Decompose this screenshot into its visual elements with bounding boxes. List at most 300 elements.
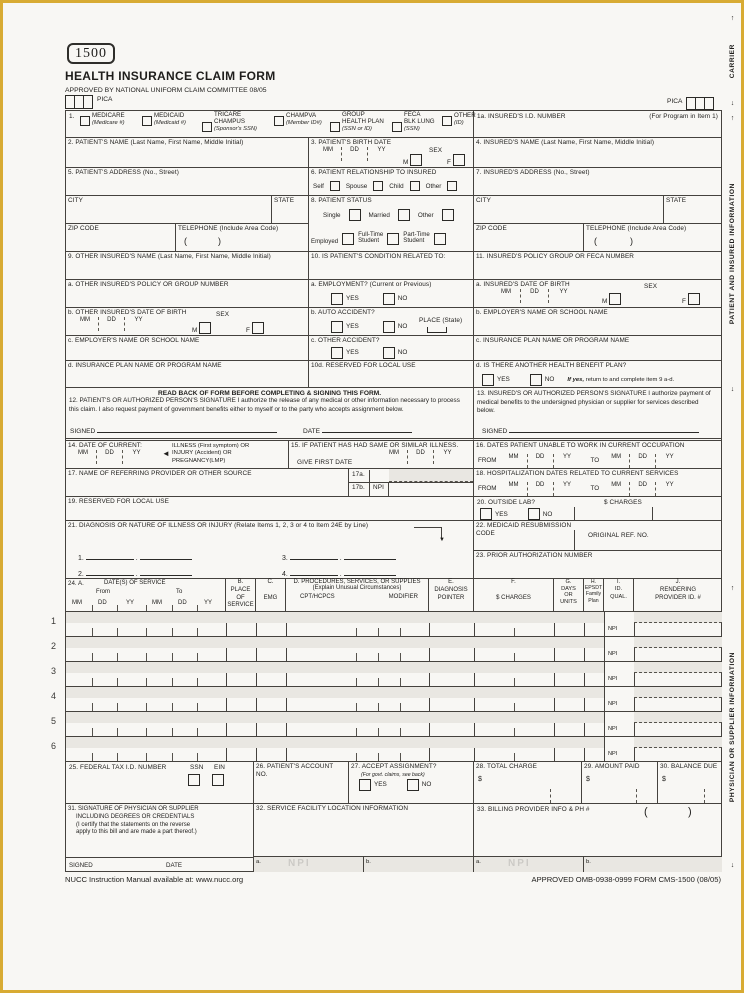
status-single-checkbox[interactable]	[349, 209, 361, 221]
diag3-line2[interactable]	[344, 553, 396, 560]
from-date-strip[interactable]	[501, 482, 581, 496]
box11-policy-group[interactable]	[474, 252, 722, 280]
option-sub: (SSN)	[404, 125, 420, 132]
units-label: UNITS	[560, 599, 577, 606]
tricare-option	[202, 112, 257, 132]
box33a-npi-field[interactable]	[474, 857, 584, 872]
diag3-label: 3.	[282, 555, 288, 562]
diag2-line[interactable]	[86, 569, 134, 576]
accept-assignment-yes-checkbox[interactable]	[359, 779, 371, 791]
b-label: b.	[586, 859, 591, 865]
option-label: MEDICAID	[154, 112, 185, 119]
yes-label: YES	[346, 323, 359, 331]
arrow-down-icon: ↓	[730, 385, 735, 393]
other-accident-no-checkbox[interactable]	[383, 347, 395, 359]
diag2-line2[interactable]	[140, 569, 192, 576]
tick-divider	[514, 703, 515, 711]
box10a-employment	[309, 280, 474, 308]
yy-label: YY	[367, 147, 395, 161]
other-sex-m-group	[192, 322, 211, 334]
carrier-sidebar	[724, 15, 741, 107]
box15-similar-illness	[289, 441, 474, 469]
box16-label: 16. DATES PATIENT UNABLE TO WORK IN CURRENT OCCUPATION	[476, 442, 685, 449]
pica-left-boxes	[65, 95, 112, 109]
insured-signature-line[interactable]	[509, 426, 699, 433]
physician-supplier-sidebar	[724, 585, 741, 869]
tick-divider	[356, 678, 357, 686]
box29-amount-paid[interactable]	[582, 762, 658, 804]
tick-divider	[92, 605, 93, 611]
box10c-other-accident	[309, 336, 474, 361]
id-label: ID.	[614, 586, 623, 593]
paren-open: (	[184, 236, 187, 246]
row-number: 6	[51, 741, 57, 751]
signature-date-line[interactable]	[322, 426, 412, 433]
option-label: FECA	[404, 111, 421, 118]
dd-label: DD	[178, 600, 187, 606]
to-date-strip[interactable]	[603, 482, 683, 496]
box2-label: 2. PATIENT'S NAME (Last Name, First Name, Middle Initial)	[68, 139, 244, 146]
box11b-label: b. EMPLOYER'S NAME OR SCHOOL NAME	[476, 309, 608, 316]
service-row-4[interactable]	[66, 687, 722, 712]
ssn-checkbox[interactable]	[188, 774, 200, 786]
service-row-3[interactable]	[66, 662, 722, 687]
box27-accept-assignment	[349, 762, 474, 804]
box9a-label: a. OTHER INSURED'S POLICY OR GROUP NUMBER	[68, 281, 229, 288]
group-health-plan-checkbox[interactable]	[330, 122, 340, 132]
mm-label: MM	[152, 600, 162, 606]
yy-label: YY	[548, 289, 578, 303]
patient-phone-field[interactable]	[176, 224, 309, 252]
insured-state-field[interactable]	[664, 196, 722, 224]
insured-sex-f-checkbox[interactable]	[688, 293, 700, 305]
box11b-employer[interactable]	[474, 308, 722, 336]
carrier-label: CARRIER	[729, 43, 736, 79]
another-plan-yes-checkbox[interactable]	[482, 374, 494, 386]
yes-label: YES	[497, 376, 510, 384]
sex-m-checkbox[interactable]	[410, 154, 422, 166]
patient-signature-line[interactable]	[97, 426, 277, 433]
box3-birth-date	[309, 138, 474, 168]
supplemental-shade	[66, 712, 604, 723]
tick-divider	[400, 728, 401, 736]
patient-city-field[interactable]	[66, 196, 272, 224]
supplemental-shade	[66, 662, 604, 673]
auto-accident-yes-checkbox[interactable]	[331, 321, 343, 333]
tick-divider	[356, 728, 357, 736]
student-label: Student	[358, 237, 380, 245]
npi-label: NPI	[608, 751, 618, 757]
full-time-student-checkbox[interactable]	[387, 233, 399, 245]
phone-paren-close: )	[688, 806, 692, 818]
box15-label2: GIVE FIRST DATE	[297, 458, 353, 466]
tick-divider	[197, 753, 198, 761]
box9c-employer[interactable]	[66, 336, 309, 361]
other-insured-birth-strip[interactable]	[72, 317, 152, 331]
box32b-other-id-field[interactable]	[364, 857, 473, 872]
tick-divider	[378, 653, 379, 661]
box31-line3: (I certify that the statements on the reverse	[76, 821, 191, 828]
approved-line: APPROVED BY NATIONAL UNIFORM CLAIM COMMITTEE 08/05	[65, 87, 267, 94]
status-other-checkbox[interactable]	[442, 209, 454, 221]
part-time-student-checkbox[interactable]	[434, 233, 446, 245]
mm-label: MM	[611, 482, 622, 488]
charges-label: $ CHARGES	[496, 594, 531, 601]
box23-label: 23. PRIOR AUTHORIZATION NUMBER	[476, 552, 593, 559]
single-label: Single	[323, 211, 341, 219]
tick-divider	[117, 703, 118, 711]
box4-insured-name[interactable]	[474, 138, 722, 168]
cents-divider	[550, 789, 551, 803]
box21-label: 21. DIAGNOSIS OR NATURE OF ILLNESS OR INJURY (Relate Items 1, 2, 3 or 4 to Item 24E by Line)	[68, 522, 369, 529]
tick-divider	[117, 728, 118, 736]
medicare-checkbox[interactable]	[80, 116, 90, 126]
m-label: M	[192, 327, 198, 334]
box33b-other-id-field[interactable]	[584, 857, 722, 872]
tick-divider	[146, 653, 147, 661]
to-date-strip[interactable]	[603, 454, 683, 468]
physician-supplier-label: PHYSICIAN OR SUPPLIER INFORMATION	[729, 651, 736, 803]
diag4-line[interactable]	[290, 569, 338, 576]
diag1-line2[interactable]	[140, 553, 192, 560]
no-label: NO	[397, 323, 408, 331]
other-sex-m-checkbox[interactable]	[199, 322, 211, 334]
col-a-header	[66, 579, 226, 612]
zip-label: ZIP CODE	[476, 225, 507, 232]
tick-divider	[117, 628, 118, 636]
form-1500-logo: 1500	[67, 43, 115, 64]
dollar-sign: $	[478, 776, 482, 783]
box31-physician-signature	[66, 804, 254, 872]
tick-divider	[197, 628, 198, 636]
no-label: NO	[421, 781, 432, 789]
patient-insured-sidebar	[724, 115, 741, 393]
option-label: MEDICARE	[92, 112, 125, 119]
j-label: J.	[675, 579, 681, 585]
medicaid-checkbox[interactable]	[142, 116, 152, 126]
box5-patient-address[interactable]	[66, 168, 309, 196]
service-row-1[interactable]	[66, 612, 722, 637]
col-j-header	[634, 579, 722, 612]
box32a-npi-field[interactable]	[254, 857, 364, 872]
no-label: NO	[397, 349, 408, 357]
patient-state-field[interactable]	[272, 196, 309, 224]
b-label: b.	[366, 859, 371, 865]
patient-zip-field[interactable]	[66, 224, 176, 252]
box11a-label: a. INSURED'S DATE OF BIRTH	[476, 281, 570, 288]
tick-divider	[514, 753, 515, 761]
col-d-header	[286, 579, 429, 612]
col-e-header	[429, 579, 474, 612]
rendering-label: RENDERING	[659, 586, 696, 593]
other-sex-f-group	[246, 322, 264, 334]
box9d-plan-name[interactable]	[66, 361, 309, 388]
box12-text: 12. PATIENT'S OR AUTHORIZED PERSON'S SIGNATURE I authorize the release of any medical or other information necessary to process this claim. I also request payment of government benefits either to myself or to the party who accepts assignment below.	[69, 397, 460, 413]
diag2-label: 2.	[78, 571, 84, 578]
box11c-plan-name[interactable]	[474, 336, 722, 361]
box20-label: 20. OUTSIDE LAB?	[477, 499, 536, 506]
from-label: From	[96, 589, 110, 595]
tick-divider	[92, 728, 93, 736]
readback-line: READ BACK OF FORM BEFORE COMPLETING & SIGNING THIS FORM.	[157, 390, 382, 397]
dd-label: DD	[98, 600, 107, 606]
birth-date-strip[interactable]	[315, 147, 395, 161]
i-label: I.	[616, 579, 621, 585]
box13-text: 13. INSURED'S OR AUTHORIZED PERSON'S SIGNATURE I authorize payment of medical benefits to the undersigned physician or supplier for services described below.	[477, 390, 711, 414]
cpt-label: CPT/HCPCS	[300, 594, 335, 600]
box1a-insured-id[interactable]	[474, 111, 722, 138]
h-label: H.	[590, 579, 597, 585]
other-plan-checkbox[interactable]	[442, 116, 452, 126]
signed-label: SIGNED	[482, 428, 508, 435]
provider-id-shade	[634, 687, 722, 698]
box11-label: 11. INSURED'S POLICY GROUP OR FECA NUMBER	[476, 253, 635, 260]
diag-1: 1. .	[78, 553, 192, 562]
box10d-reserved[interactable]	[309, 361, 474, 388]
box28-label: 28. TOTAL CHARGE	[476, 763, 538, 770]
paren-open: (	[594, 236, 597, 246]
diag4-line2[interactable]	[344, 569, 396, 576]
box27-label: 27. ACCEPT ASSIGNMENT?	[351, 763, 437, 770]
a-label: a.	[476, 859, 481, 865]
box18-hospitalization	[474, 469, 722, 497]
down-arrow-icon: ▼	[439, 537, 445, 543]
col24a-num: 24. A.	[68, 580, 84, 587]
box9a-policy-number[interactable]	[66, 280, 309, 308]
ein-label: EIN	[214, 764, 225, 771]
tick-divider	[400, 753, 401, 761]
plan-label: Plan	[588, 597, 599, 604]
box23-prior-auth[interactable]	[474, 551, 722, 579]
mm-label: MM	[508, 454, 519, 460]
sex-f-checkbox[interactable]	[453, 154, 465, 166]
mm-label: MM	[78, 450, 88, 456]
auto-accident-no-checkbox[interactable]	[383, 321, 395, 333]
full-time-label: Full-Time	[358, 231, 384, 238]
tick-divider	[514, 628, 515, 636]
date-label: DATE	[166, 862, 183, 869]
box29-label: 29. AMOUNT PAID	[584, 763, 640, 770]
current-date-strip[interactable]	[70, 450, 150, 464]
box11d-label: d. IS THERE ANOTHER HEALTH BENEFIT PLAN?	[476, 362, 627, 369]
relationship-options	[313, 181, 457, 191]
sex-label: SEX	[644, 283, 658, 290]
tick-divider	[400, 628, 401, 636]
box3-label: 3. PATIENT'S BIRTH DATE	[311, 139, 392, 146]
paren-close: )	[218, 236, 221, 246]
tick-divider	[514, 728, 515, 736]
mm-label: MM	[72, 600, 82, 606]
yy-label: YY	[655, 454, 683, 468]
champva-checkbox[interactable]	[274, 116, 284, 126]
box10b-label: b. AUTO ACCIDENT?	[311, 309, 375, 316]
box25-label: 25. FEDERAL TAX I.D. NUMBER	[69, 764, 167, 771]
spouse-label: Spouse	[345, 182, 368, 190]
mm-label: MM	[501, 289, 511, 295]
box26-patient-account[interactable]	[254, 762, 349, 804]
pica-label: PICA	[667, 98, 683, 105]
diag-4: 4. .	[282, 569, 396, 578]
student-label: Student	[403, 237, 425, 245]
f-label: F	[682, 298, 686, 305]
other-sex-f-checkbox[interactable]	[252, 322, 264, 334]
service-row-6[interactable]	[66, 737, 722, 762]
insured-zip-field[interactable]	[474, 224, 584, 252]
zip-label: ZIP CODE	[68, 225, 99, 232]
tick-divider	[172, 703, 173, 711]
dd-label: DD	[98, 317, 124, 331]
tick-divider	[146, 605, 147, 611]
rel-child-checkbox[interactable]	[410, 181, 420, 191]
rel-self-checkbox[interactable]	[330, 181, 340, 191]
place-state-box[interactable]	[427, 327, 447, 333]
insured-birth-strip[interactable]	[492, 289, 578, 303]
work-dates-row	[478, 454, 683, 468]
pica-checkbox[interactable]	[83, 95, 93, 109]
box31-line4: apply to this bill and are made a part thereof.)	[76, 829, 197, 836]
employment-yes-checkbox[interactable]	[331, 293, 343, 305]
col-i-header	[604, 579, 634, 612]
employed-label: Employed	[311, 237, 339, 245]
insured-sex-m-group	[602, 293, 621, 305]
accept-assignment-no-checkbox[interactable]	[407, 779, 419, 791]
insured-phone-field[interactable]	[584, 224, 722, 252]
box9-other-insured-name[interactable]	[66, 252, 309, 280]
signed-row	[66, 857, 253, 872]
ssn-label: SSN	[190, 764, 204, 771]
box1-number: 1.	[69, 113, 75, 120]
tick-divider	[378, 678, 379, 686]
divider-line	[652, 507, 653, 520]
status-married-checkbox[interactable]	[398, 209, 410, 221]
city-label: CITY	[68, 197, 83, 204]
yy-label: YY	[433, 450, 461, 464]
g-label: G.	[565, 579, 572, 585]
tick-divider	[146, 728, 147, 736]
npi-label: NPI	[608, 626, 618, 632]
no-label: NO	[397, 295, 408, 303]
tricare-checkbox[interactable]	[202, 122, 212, 132]
box19-reserved-local[interactable]	[66, 497, 474, 521]
rel-spouse-checkbox[interactable]	[373, 181, 383, 191]
f-label: F	[447, 159, 451, 166]
insured-sex-f-group	[682, 293, 700, 305]
box7-insured-address[interactable]	[474, 168, 722, 196]
pica-right-boxes	[667, 97, 714, 110]
box30-balance-due[interactable]	[658, 762, 722, 804]
box17b-row	[349, 483, 473, 496]
cents-divider	[636, 789, 637, 803]
provider-id-shade	[634, 712, 722, 723]
col-g-header	[554, 579, 584, 612]
box7-label: 7. INSURED'S ADDRESS (No., Street)	[476, 169, 590, 176]
tick-divider	[197, 678, 198, 686]
box1a-label: 1a. INSURED'S I.D. NUMBER	[477, 113, 566, 120]
tick-divider	[117, 753, 118, 761]
diag3-line[interactable]	[290, 553, 338, 560]
pica-checkbox[interactable]	[704, 97, 714, 110]
option-label: GROUP	[342, 111, 365, 118]
illness-line1: ILLNESS (First symptom) OR	[172, 443, 250, 449]
row-number: 3	[51, 666, 57, 676]
if-yes-note: return to and complete item 9 a-d.	[585, 376, 675, 383]
service-row-2[interactable]	[66, 637, 722, 662]
provider-id-shade	[634, 737, 722, 748]
rel-other-checkbox[interactable]	[447, 181, 457, 191]
box12-patient-signature	[66, 388, 474, 441]
box17-label: 17. NAME OF REFERRING PROVIDER OR OTHER SOURCE	[68, 470, 252, 477]
employment-no-checkbox[interactable]	[383, 293, 395, 305]
yes-label: YES	[346, 295, 359, 303]
insured-sex-m-checkbox[interactable]	[609, 293, 621, 305]
diag1-line[interactable]	[86, 553, 134, 560]
employed-checkbox[interactable]	[342, 233, 354, 245]
divider-line	[574, 530, 575, 550]
row-number: 4	[51, 691, 57, 701]
outside-lab-yn	[480, 508, 552, 520]
row-number: 5	[51, 716, 57, 726]
form-grid	[65, 110, 722, 872]
footer-approved: APPROVED OMB-0938-0999 FORM CMS-1500 (08/05)	[531, 875, 721, 884]
box21-diagnosis	[66, 521, 474, 579]
box32-sub-row	[254, 856, 473, 872]
box9b-label: b. OTHER INSURED'S DATE OF BIRTH	[68, 309, 187, 316]
medicare-option	[80, 113, 125, 126]
box31-line1: 31. SIGNATURE OF PHYSICIAN OR SUPPLIER	[68, 806, 199, 812]
outside-lab-no-checkbox[interactable]	[528, 508, 540, 520]
from-date-strip[interactable]	[501, 454, 581, 468]
box2-patient-name[interactable]	[66, 138, 309, 168]
charges-label: $ CHARGES	[604, 499, 642, 506]
insured-city-field[interactable]	[474, 196, 664, 224]
other-label: Other	[425, 182, 442, 190]
diag4-label: 4.	[282, 571, 288, 578]
col-b-header	[226, 579, 256, 612]
box16-unable-to-work	[474, 441, 722, 469]
procedures-label: D. PROCEDURES, SERVICES, OR SUPPLIES	[293, 579, 421, 585]
emg-label: EMG	[263, 594, 278, 601]
m-label: M	[602, 298, 608, 305]
box13-insured-signature	[474, 388, 722, 441]
married-label: Married	[368, 211, 390, 219]
box4-label: 4. INSURED'S NAME (Last Name, First Name, Middle Initial)	[476, 139, 655, 146]
box17a-other-id-area[interactable]	[389, 469, 473, 482]
to-label: TO	[590, 485, 600, 492]
box28-total-charge[interactable]	[474, 762, 582, 804]
box17-referring-provider[interactable]	[66, 469, 349, 497]
box31-line2: INCLUDING DEGREES OR CREDENTIALS	[76, 813, 195, 820]
outside-lab-yes-checkbox[interactable]	[480, 508, 492, 520]
signed-label: SIGNED	[69, 862, 93, 869]
box8-patient-status	[309, 196, 474, 252]
feca-checkbox[interactable]	[392, 122, 402, 132]
box9-label: 9. OTHER INSURED'S NAME (Last Name, First Name, Middle Initial)	[68, 253, 271, 260]
ein-checkbox[interactable]	[212, 774, 224, 786]
row-number: 1	[51, 616, 57, 626]
tick-divider	[378, 628, 379, 636]
another-plan-no-checkbox[interactable]	[530, 374, 542, 386]
e-label: E.	[448, 579, 454, 585]
yy-label: YY	[126, 600, 135, 606]
service-row-5[interactable]	[66, 712, 722, 737]
box10b-auto-accident	[309, 308, 474, 336]
tick-divider	[92, 628, 93, 636]
telephone-label: TELEPHONE (Include Area Code)	[586, 225, 687, 232]
other-accident-yes-checkbox[interactable]	[331, 347, 343, 359]
first-date-strip[interactable]	[381, 450, 461, 464]
place-of-label: PLACE OF	[230, 586, 251, 601]
tick-divider	[378, 728, 379, 736]
